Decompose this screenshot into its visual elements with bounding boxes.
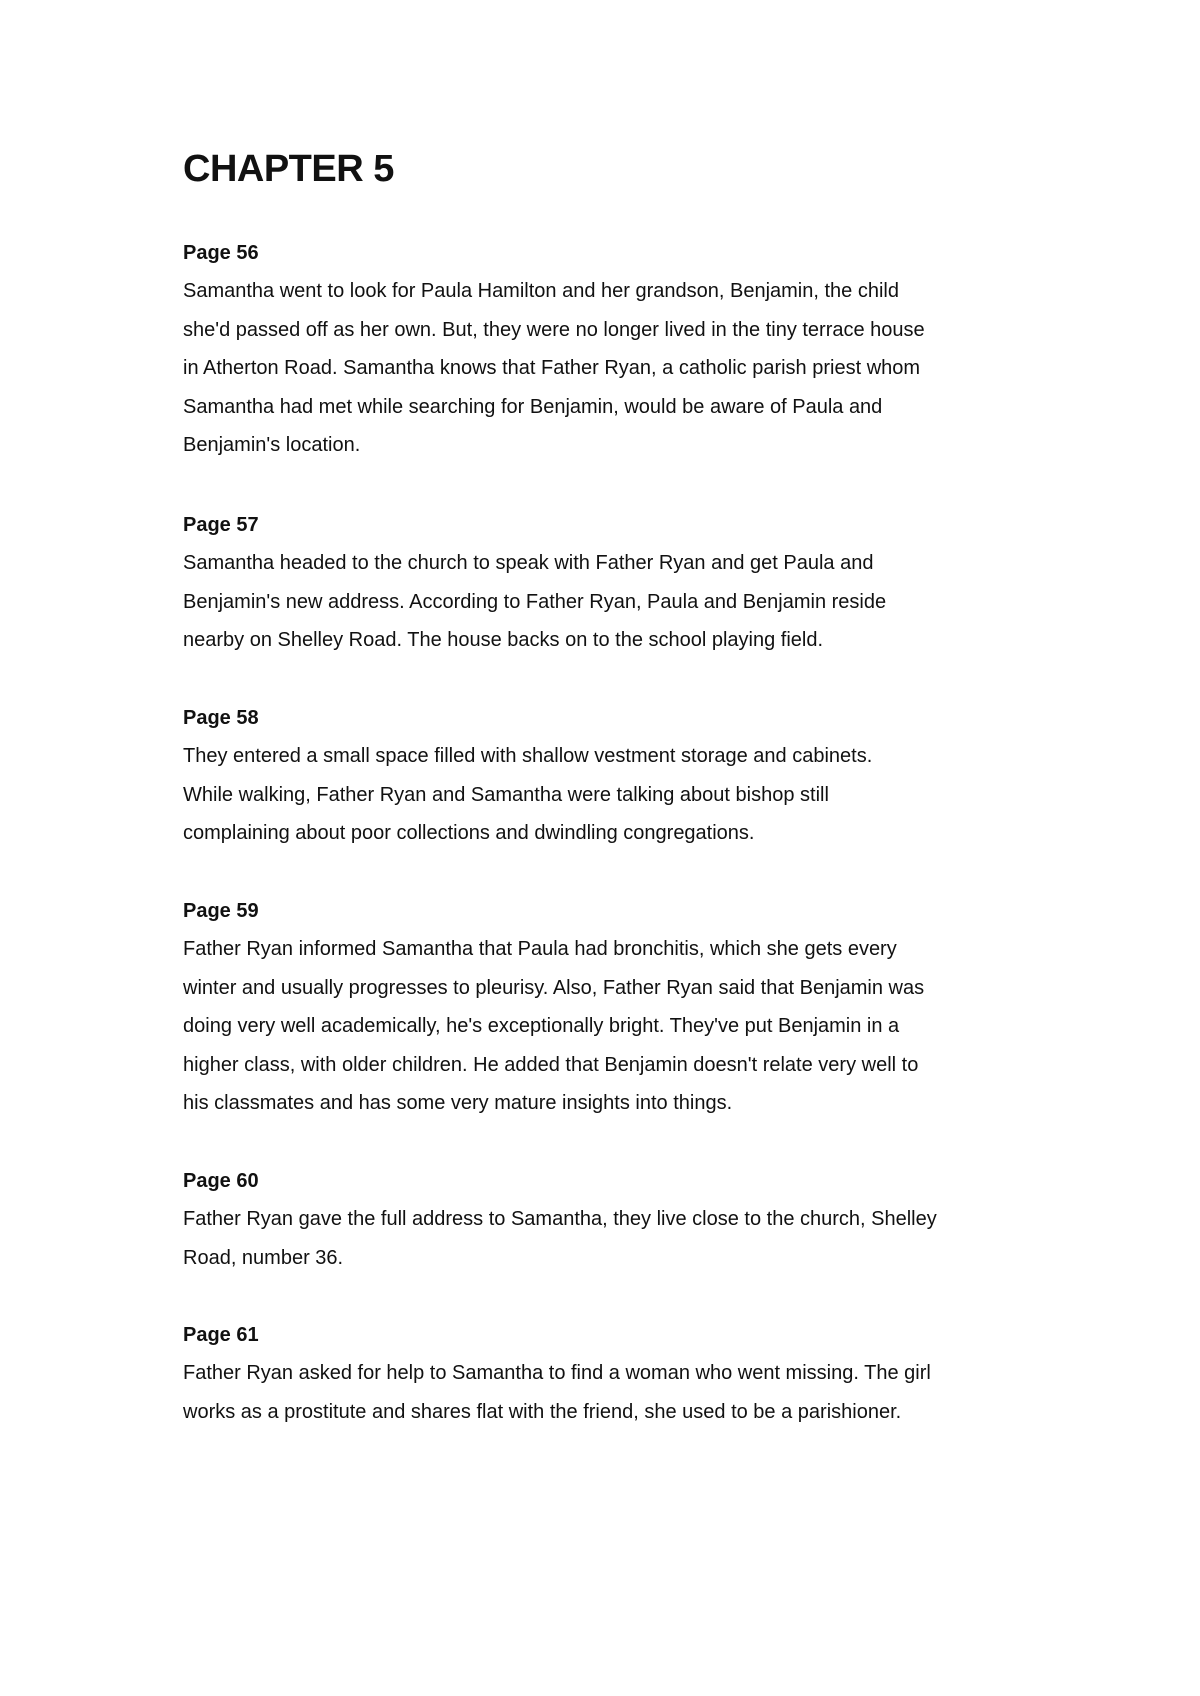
section-page-56 — [183, 234, 1043, 465]
section-text-line: Benjamin's location. — [183, 434, 361, 457]
section-heading: Page 61 — [183, 1324, 259, 1346]
section-heading: Page 60 — [183, 1170, 259, 1192]
section-text-line: in Atherton Road. Samantha knows that Father Ryan, a catholic parish priest whom — [183, 357, 921, 380]
section-text-line: Father Ryan gave the full address to Samantha, they live close to the church, Shelley — [183, 1208, 937, 1230]
section-page-60 — [183, 1162, 1043, 1277]
chapter-title: CHAPTER 5 — [183, 148, 394, 190]
section-page-57 — [183, 506, 1043, 660]
section-text-line: While walking, Father Ryan and Samantha were talking about bishop still — [183, 783, 829, 806]
section-text-line: Samantha had met while searching for Benjamin, would be aware of Paula and — [183, 395, 883, 418]
section-text-line: winter and usually progresses to pleurisy. Also, Father Ryan said that Benjamin was — [183, 976, 925, 999]
section-text-line: his classmates and has some very mature insights into things. — [183, 1092, 733, 1115]
section-text-line: Benjamin's new address. According to Father Ryan, Paula and Benjamin reside — [183, 590, 887, 613]
section-page-59 — [183, 892, 1043, 1123]
section-page-58 — [183, 699, 1043, 853]
section-heading: Page 58 — [183, 707, 259, 729]
section-heading: Page 59 — [183, 900, 259, 922]
section-text-line: Samantha went to look for Paula Hamilton and her grandson, Benjamin, the child — [183, 280, 899, 302]
section-text-line: Father Ryan asked for help to Samantha to find a woman who went missing. The girl — [183, 1362, 931, 1384]
section-text-line: higher class, with older children. He added that Benjamin doesn't relate very well to — [183, 1053, 919, 1076]
section-text-line: Road, number 36. — [183, 1246, 344, 1269]
section-text-line: she'd passed off as her own. But, they were no longer lived in the tiny terrace house — [183, 318, 925, 341]
section-heading: Page 56 — [183, 242, 259, 264]
section-text-line: works as a prostitute and shares flat with the friend, she used to be a parishioner. — [183, 1400, 902, 1423]
section-page-61 — [183, 1316, 1043, 1431]
section-heading: Page 57 — [183, 514, 259, 536]
section-text-line: Samantha headed to the church to speak with Father Ryan and get Paula and — [183, 552, 874, 574]
section-text-line: They entered a small space filled with shallow vestment storage and cabinets. — [183, 745, 873, 767]
section-text-line: complaining about poor collections and dwindling congregations. — [183, 822, 755, 845]
section-text-line: doing very well academically, he's exceptionally bright. They've put Benjamin in a — [183, 1015, 900, 1038]
section-text-line: Father Ryan informed Samantha that Paula had bronchitis, which she gets every — [183, 938, 897, 960]
section-text-line: nearby on Shelley Road. The house backs on to the school playing field. — [183, 629, 824, 652]
